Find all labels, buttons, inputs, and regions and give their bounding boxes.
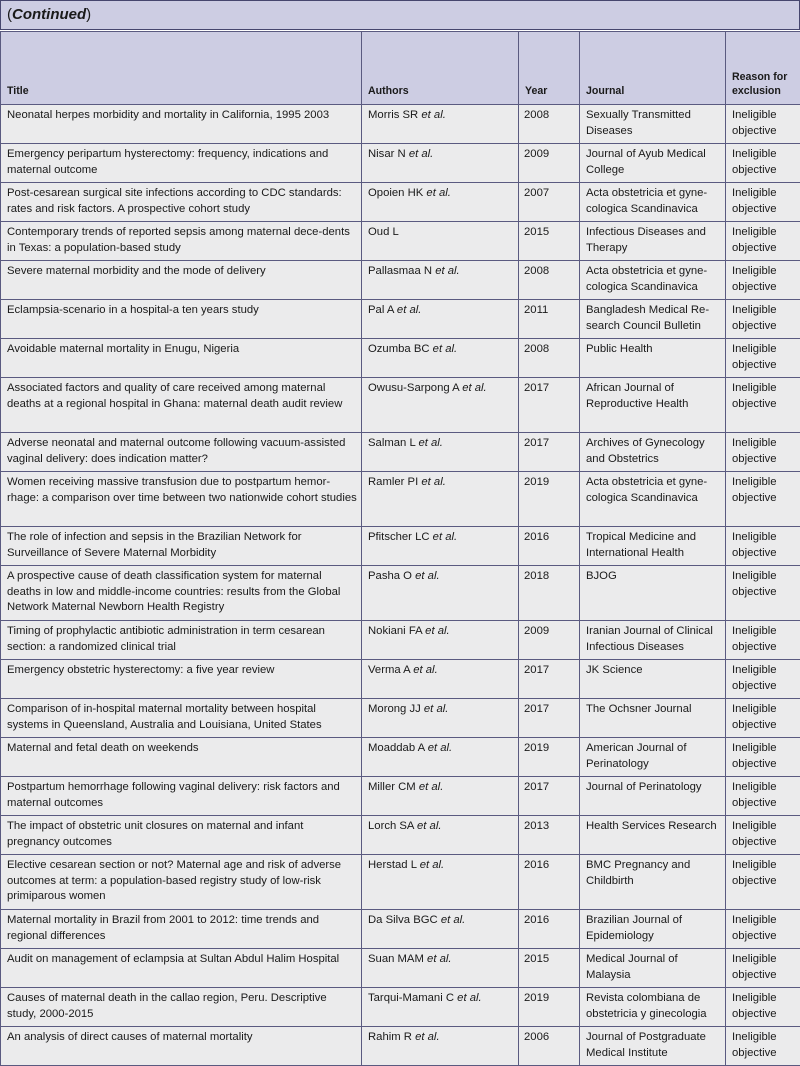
cell-reason: Ineligible objective xyxy=(726,566,800,621)
cell-reason: Ineligible objective xyxy=(726,300,800,339)
cell-year: 2017 xyxy=(519,433,580,472)
cell-journal: Journal of Postgraduate Medical Institute xyxy=(580,1027,726,1066)
table-row xyxy=(1,816,800,855)
et-al-suffix: et al. xyxy=(409,148,434,160)
cell-reason: Ineligible objective xyxy=(726,105,800,144)
et-al-suffix: et al. xyxy=(427,953,452,965)
cell-reason: Ineligible objective xyxy=(726,738,800,777)
cell-journal: Medical Journal of Malaysia xyxy=(580,949,726,988)
author-name: Nokiani FA xyxy=(368,625,422,637)
cell-authors xyxy=(362,855,519,910)
cell-reason: Ineligible objective xyxy=(726,433,800,472)
cell-reason: Ineligible objective xyxy=(726,472,800,527)
cell-authors xyxy=(362,816,519,855)
cell-year: 2008 xyxy=(519,261,580,300)
cell-authors xyxy=(362,1027,519,1066)
author-name: Salman L xyxy=(368,437,415,449)
table-row xyxy=(1,988,800,1027)
table-row xyxy=(1,777,800,816)
author-name: Suan MAM xyxy=(368,953,424,965)
header-year: Year xyxy=(519,32,580,105)
cell-year: 2008 xyxy=(519,339,580,378)
cell-year: 2015 xyxy=(519,949,580,988)
cell-title: Neonatal herpes morbidity and mortality in California, 1995 2003 xyxy=(1,105,362,144)
author-name: Oud L xyxy=(368,226,399,238)
cell-journal: The Ochsner Journal xyxy=(580,699,726,738)
author-name: Moaddab A xyxy=(368,742,425,754)
table-row xyxy=(1,910,800,949)
cell-journal: Bangladesh Medical Re-search Council Bulletin xyxy=(580,300,726,339)
table-body xyxy=(1,105,800,1066)
cell-reason: Ineligible objective xyxy=(726,988,800,1027)
cell-reason: Ineligible objective xyxy=(726,777,800,816)
cell-authors xyxy=(362,949,519,988)
table-row xyxy=(1,433,800,472)
table-row xyxy=(1,261,800,300)
cell-year: 2006 xyxy=(519,1027,580,1066)
author-name: Morong JJ xyxy=(368,703,421,715)
cell-authors xyxy=(362,660,519,699)
cell-reason: Ineligible objective xyxy=(726,1027,800,1066)
cell-journal: Acta obstetricia et gyne-cologica Scandinavica xyxy=(580,183,726,222)
cell-year: 2016 xyxy=(519,527,580,566)
et-al-suffix: et al. xyxy=(397,304,422,316)
et-al-suffix: et al. xyxy=(413,664,438,676)
author-name: Owusu-Sarpong A xyxy=(368,382,459,394)
table-row xyxy=(1,183,800,222)
et-al-suffix: et al. xyxy=(421,109,446,121)
cell-year: 2009 xyxy=(519,144,580,183)
cell-year: 2019 xyxy=(519,738,580,777)
author-name: Tarqui-Mamani C xyxy=(368,992,454,1004)
author-name: Nisar N xyxy=(368,148,406,160)
cell-journal: Acta obstetricia et gyne-cologica Scandinavica xyxy=(580,472,726,527)
cell-reason: Ineligible objective xyxy=(726,378,800,433)
table-row xyxy=(1,339,800,378)
et-al-suffix: et al. xyxy=(433,531,458,543)
cell-title: Emergency peripartum hysterectomy: frequency, indications and maternal outcome xyxy=(1,144,362,183)
table-row xyxy=(1,144,800,183)
cell-title: The impact of obstetric unit closures on maternal and infant pregnancy outcomes xyxy=(1,816,362,855)
cell-title: Associated factors and quality of care received among maternal deaths at a regional hospital in Ghana: maternal death audit review xyxy=(1,378,362,433)
cell-authors xyxy=(362,910,519,949)
et-al-suffix: et al. xyxy=(424,703,449,715)
cell-authors xyxy=(362,339,519,378)
cell-journal: Sexually Transmitted Diseases xyxy=(580,105,726,144)
et-al-suffix: et al. xyxy=(420,859,445,871)
cell-authors xyxy=(362,300,519,339)
cell-title: A prospective cause of death classification system for maternal deaths in low and middle-income countries: results from the Global Network Maternal Newborn Health Registry xyxy=(1,566,362,621)
cell-title: Contemporary trends of reported sepsis among maternal dece-dents in Texas: a population-based study xyxy=(1,222,362,261)
cell-year: 2009 xyxy=(519,621,580,660)
cell-reason: Ineligible objective xyxy=(726,339,800,378)
cell-title: Post-cesarean surgical site infections according to CDC standards: rates and risk factors. A prospective cohort study xyxy=(1,183,362,222)
author-name: Ozumba BC xyxy=(368,343,430,355)
cell-authors xyxy=(362,699,519,738)
cell-authors xyxy=(362,144,519,183)
et-al-suffix: et al. xyxy=(426,187,451,199)
et-al-suffix: et al. xyxy=(462,382,487,394)
cell-title: Emergency obstetric hysterectomy: a five year review xyxy=(1,660,362,699)
cell-title: Audit on management of eclampsia at Sultan Abdul Halim Hospital xyxy=(1,949,362,988)
cell-year: 2017 xyxy=(519,378,580,433)
cell-title: Women receiving massive transfusion due to postpartum hemor-rhage: a comparison over time between two nationwide cohort studies xyxy=(1,472,362,527)
cell-journal: JK Science xyxy=(580,660,726,699)
et-al-suffix: et al. xyxy=(421,476,446,488)
cell-title: Severe maternal morbidity and the mode of delivery xyxy=(1,261,362,300)
author-name: Da Silva BGC xyxy=(368,914,438,926)
cell-authors xyxy=(362,566,519,621)
cell-year: 2019 xyxy=(519,988,580,1027)
cell-reason: Ineligible objective xyxy=(726,222,800,261)
cell-journal: Infectious Diseases and Therapy xyxy=(580,222,726,261)
table-row xyxy=(1,105,800,144)
cell-year: 2017 xyxy=(519,777,580,816)
cell-authors xyxy=(362,261,519,300)
header-row xyxy=(1,32,800,105)
cell-title: Elective cesarean section or not? Maternal age and risk of adverse outcomes at term: a population-based registry study of low-risk primiparous women xyxy=(1,855,362,910)
cell-title: Causes of maternal death in the callao region, Peru. Descriptive study, 2000-2015 xyxy=(1,988,362,1027)
cell-reason: Ineligible objective xyxy=(726,816,800,855)
cell-year: 2018 xyxy=(519,566,580,621)
cell-journal: Brazilian Journal of Epidemiology xyxy=(580,910,726,949)
et-al-suffix: et al. xyxy=(457,992,482,1004)
cell-year: 2015 xyxy=(519,222,580,261)
cell-year: 2016 xyxy=(519,910,580,949)
cell-journal: Journal of Perinatology xyxy=(580,777,726,816)
author-name: Pal A xyxy=(368,304,394,316)
continued-banner xyxy=(0,0,800,30)
cell-journal: Acta obstetricia et gyne-cologica Scandinavica xyxy=(580,261,726,300)
cell-reason: Ineligible objective xyxy=(726,527,800,566)
et-al-suffix: et al. xyxy=(415,570,440,582)
author-name: Miller CM xyxy=(368,781,416,793)
table-row xyxy=(1,855,800,910)
cell-journal: African Journal of Reproductive Health xyxy=(580,378,726,433)
table-row xyxy=(1,378,800,433)
cell-reason: Ineligible objective xyxy=(726,699,800,738)
cell-title: Timing of prophylactic antibiotic administration in term cesarean section: a randomized clinical trial xyxy=(1,621,362,660)
cell-year: 2011 xyxy=(519,300,580,339)
cell-journal: Health Services Research xyxy=(580,816,726,855)
table-row xyxy=(1,527,800,566)
cell-authors xyxy=(362,988,519,1027)
author-name: Rahim R xyxy=(368,1031,412,1043)
et-al-suffix: et al. xyxy=(435,265,460,277)
cell-reason: Ineligible objective xyxy=(726,144,800,183)
cell-authors xyxy=(362,183,519,222)
cell-journal: Iranian Journal of Clinical Infectious Diseases xyxy=(580,621,726,660)
cell-title: Eclampsia-scenario in a hospital-a ten years study xyxy=(1,300,362,339)
cell-authors xyxy=(362,777,519,816)
author-name: Opoien HK xyxy=(368,187,423,199)
cell-authors xyxy=(362,472,519,527)
author-name: Herstad L xyxy=(368,859,417,871)
cell-reason: Ineligible objective xyxy=(726,621,800,660)
cell-reason: Ineligible objective xyxy=(726,261,800,300)
cell-year: 2016 xyxy=(519,855,580,910)
cell-title: Adverse neonatal and maternal outcome following vacuum-assisted vaginal delivery: does indication matter? xyxy=(1,433,362,472)
header-title: Title xyxy=(1,32,362,105)
table-row xyxy=(1,222,800,261)
cell-year: 2007 xyxy=(519,183,580,222)
table-row xyxy=(1,1027,800,1066)
continued-label: Continued xyxy=(12,6,86,23)
cell-title: The role of infection and sepsis in the Brazilian Network for Surveillance of Severe Maternal Morbidity xyxy=(1,527,362,566)
cell-authors xyxy=(362,105,519,144)
cell-journal: BMC Pregnancy and Childbirth xyxy=(580,855,726,910)
cell-reason: Ineligible objective xyxy=(726,855,800,910)
cell-journal: American Journal of Perinatology xyxy=(580,738,726,777)
cell-journal: Journal of Ayub Medical College xyxy=(580,144,726,183)
banner-open: ( xyxy=(7,6,12,23)
cell-year: 2008 xyxy=(519,105,580,144)
cell-reason: Ineligible objective xyxy=(726,949,800,988)
table-row xyxy=(1,472,800,527)
cell-year: 2013 xyxy=(519,816,580,855)
cell-title: Avoidable maternal mortality in Enugu, Nigeria xyxy=(1,339,362,378)
table-row xyxy=(1,621,800,660)
et-al-suffix: et al. xyxy=(418,437,443,449)
cell-title: Postpartum hemorrhage following vaginal delivery: risk factors and maternal outcomes xyxy=(1,777,362,816)
cell-journal: BJOG xyxy=(580,566,726,621)
et-al-suffix: et al. xyxy=(417,820,442,832)
cell-authors xyxy=(362,222,519,261)
et-al-suffix: et al. xyxy=(433,343,458,355)
table-row xyxy=(1,660,800,699)
et-al-suffix: et al. xyxy=(419,781,444,793)
table-row xyxy=(1,566,800,621)
et-al-suffix: et al. xyxy=(441,914,466,926)
cell-title: An analysis of direct causes of maternal mortality xyxy=(1,1027,362,1066)
cell-authors xyxy=(362,433,519,472)
header-reason: Reason for exclusion xyxy=(726,32,800,105)
cell-authors xyxy=(362,738,519,777)
cell-authors xyxy=(362,621,519,660)
cell-year: 2017 xyxy=(519,660,580,699)
cell-journal: Archives of Gynecology and Obstetrics xyxy=(580,433,726,472)
cell-year: 2017 xyxy=(519,699,580,738)
excluded-studies-table xyxy=(0,31,800,1066)
table-row xyxy=(1,300,800,339)
banner-close: ) xyxy=(86,6,91,23)
header-authors: Authors xyxy=(362,32,519,105)
table-row xyxy=(1,699,800,738)
cell-reason: Ineligible objective xyxy=(726,183,800,222)
cell-authors xyxy=(362,527,519,566)
header-journal: Journal xyxy=(580,32,726,105)
cell-title: Maternal and fetal death on weekends xyxy=(1,738,362,777)
et-al-suffix: et al. xyxy=(425,625,450,637)
cell-title: Comparison of in-hospital maternal mortality between hospital systems in Queensland, Australia and Louisiana, United States xyxy=(1,699,362,738)
cell-journal: Tropical Medicine and International Health xyxy=(580,527,726,566)
cell-title: Maternal mortality in Brazil from 2001 to 2012: time trends and regional differences xyxy=(1,910,362,949)
author-name: Pasha O xyxy=(368,570,412,582)
et-al-suffix: et al. xyxy=(415,1031,440,1043)
cell-journal: Revista colombiana de obstetricia y ginecologia xyxy=(580,988,726,1027)
cell-journal: Public Health xyxy=(580,339,726,378)
author-name: Pallasmaa N xyxy=(368,265,432,277)
cell-authors xyxy=(362,378,519,433)
et-al-suffix: et al. xyxy=(428,742,453,754)
table-row xyxy=(1,949,800,988)
author-name: Ramler PI xyxy=(368,476,418,488)
cell-year: 2019 xyxy=(519,472,580,527)
cell-reason: Ineligible objective xyxy=(726,660,800,699)
author-name: Lorch SA xyxy=(368,820,414,832)
author-name: Pfitscher LC xyxy=(368,531,430,543)
author-name: Verma A xyxy=(368,664,410,676)
table-row xyxy=(1,738,800,777)
cell-reason: Ineligible objective xyxy=(726,910,800,949)
author-name: Morris SR xyxy=(368,109,418,121)
